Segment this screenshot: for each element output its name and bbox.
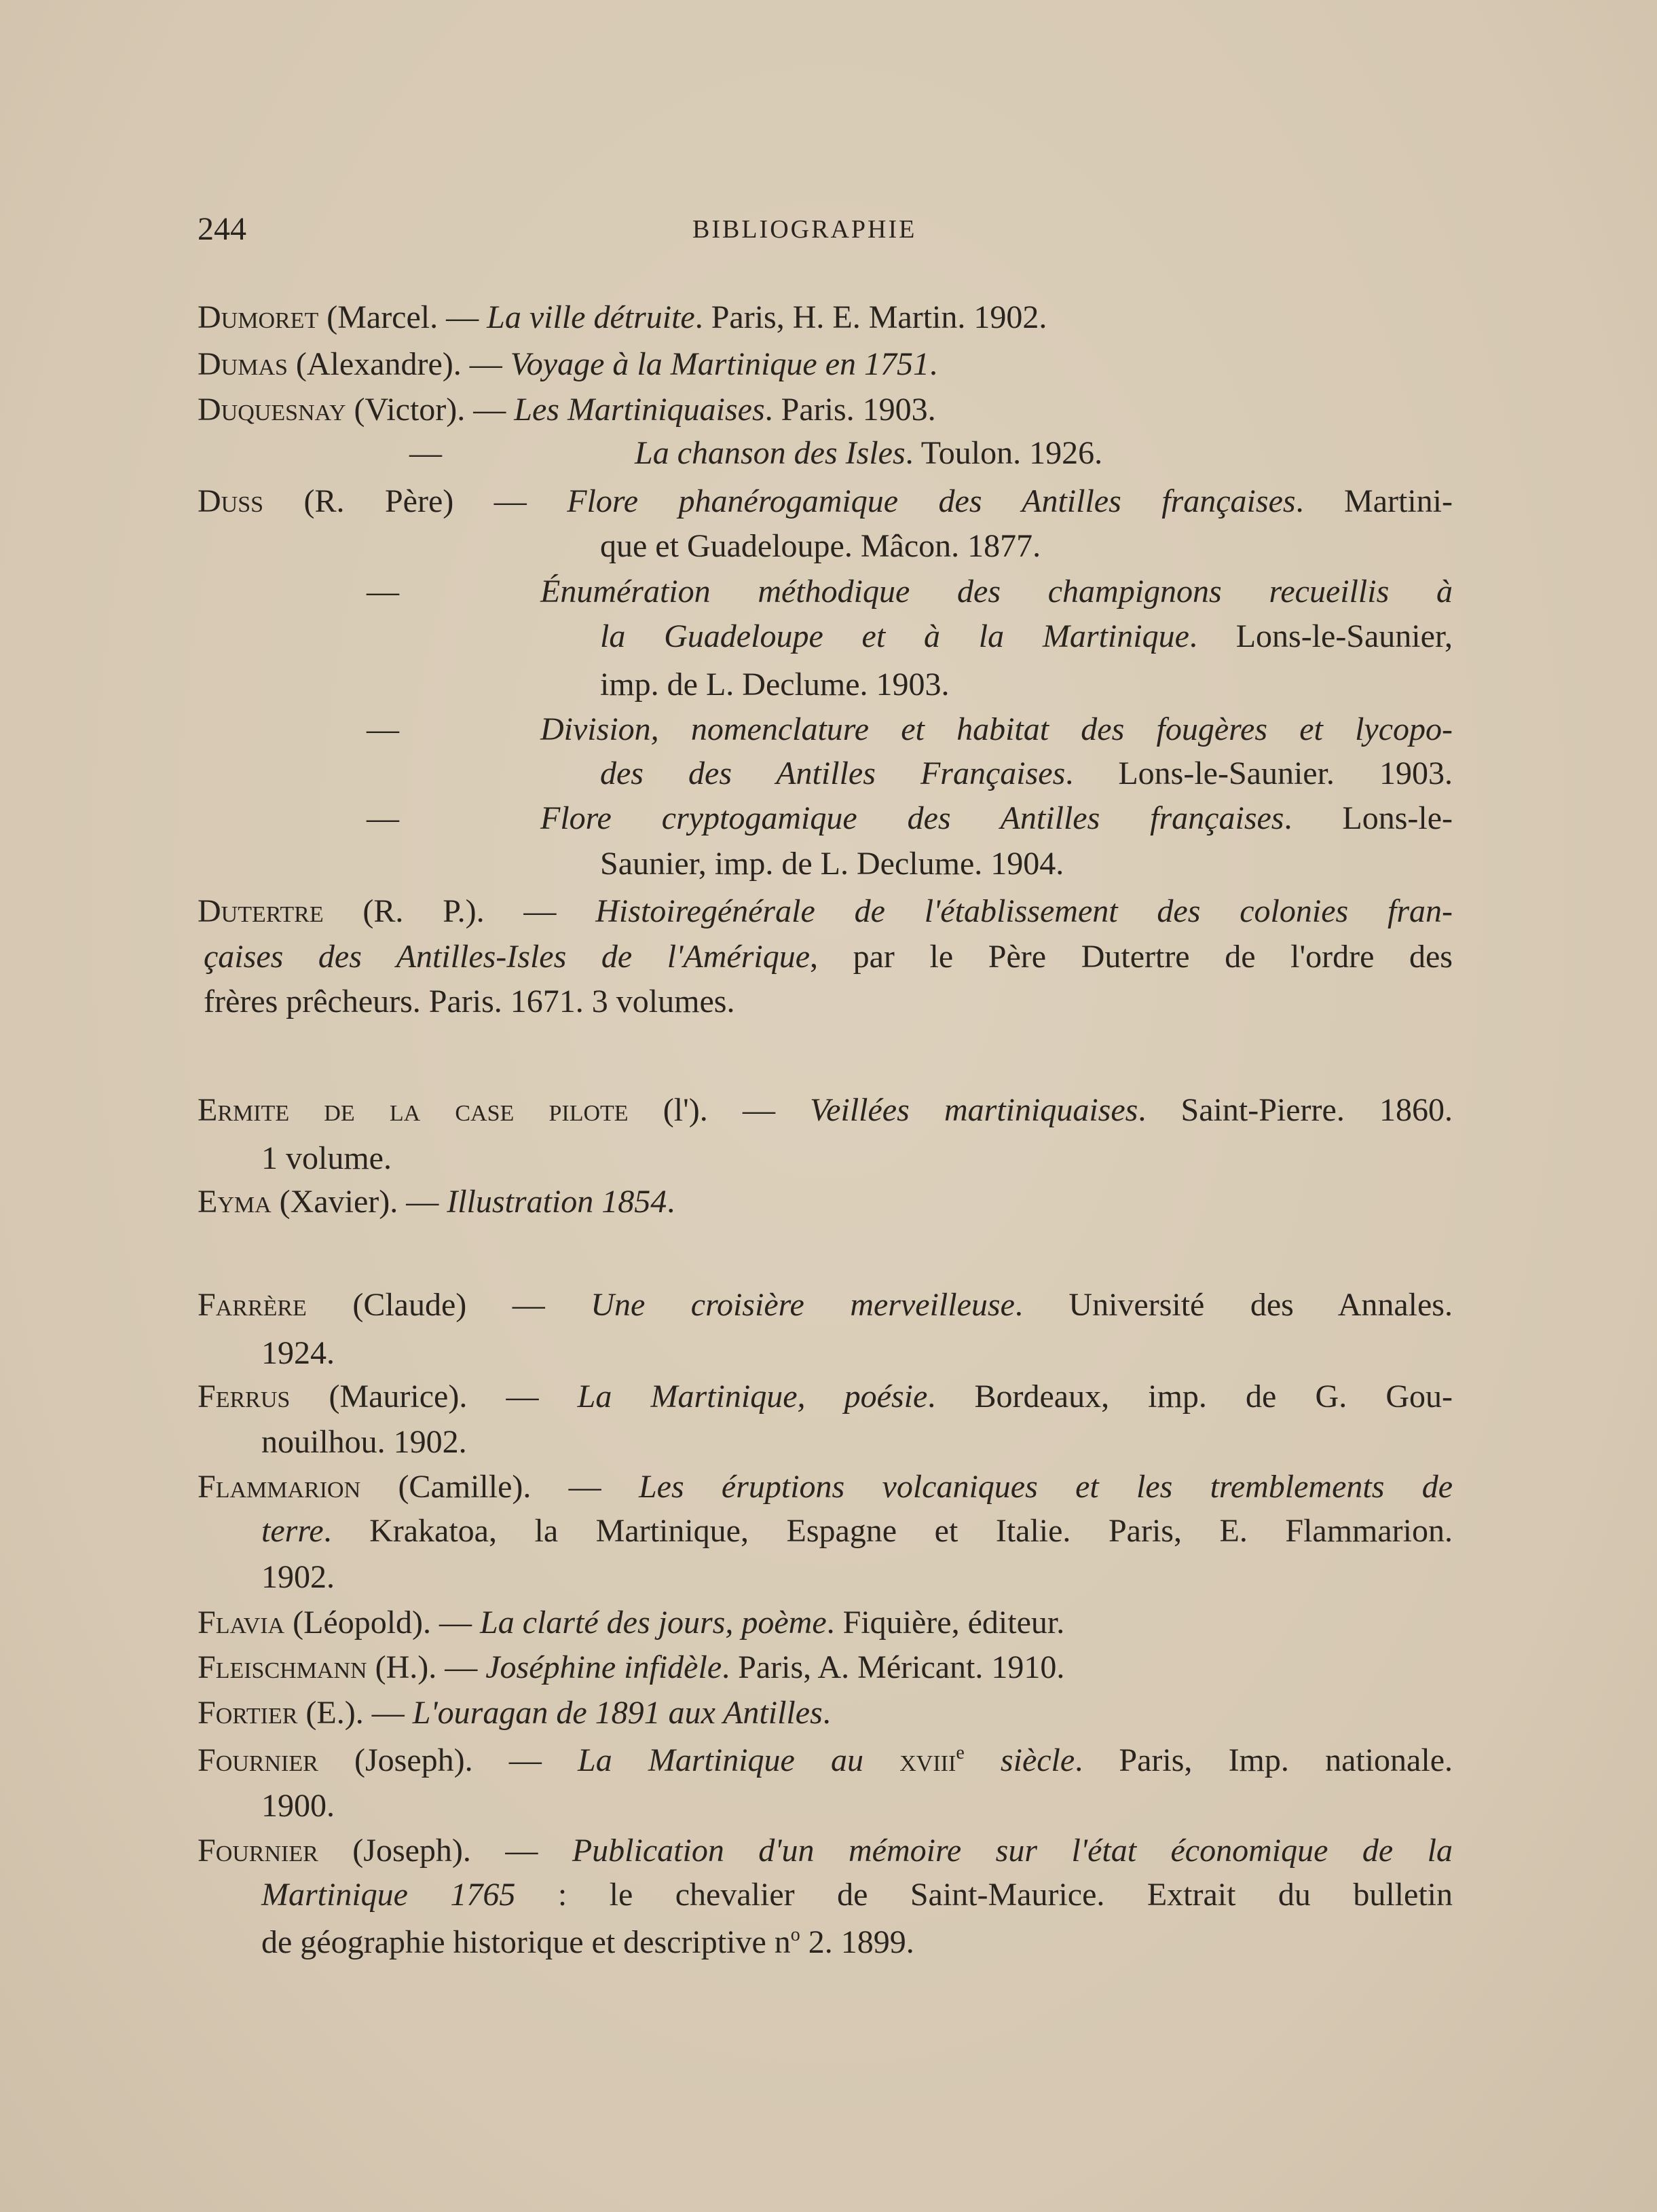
entry-text: .: [929, 346, 938, 382]
work-title: la Guadeloupe et à la Martinique: [600, 618, 1189, 654]
bibliography-line: [198, 1602, 1064, 1643]
work-title: Les Martiniquaises: [514, 392, 765, 428]
entry-text: . Lons-le-: [1284, 800, 1453, 836]
superscript: o: [790, 1924, 800, 1945]
bibliography-line: [198, 1740, 1453, 1781]
bibliography-line: [540, 709, 1453, 750]
entry-text: (Léopold). —: [284, 1605, 481, 1641]
entry-text: . Martini-: [1295, 483, 1453, 519]
bibliography-line: [261, 1922, 914, 1963]
entry-text: (Camille). —: [360, 1469, 639, 1505]
author-name: Ermite de la case pilote: [198, 1092, 629, 1128]
author-name: Dumoret: [198, 299, 319, 335]
entry-text: 1900.: [261, 1788, 335, 1824]
bibliography-line: [204, 937, 1453, 977]
entry-text: . Paris, A. Méricant. 1910.: [722, 1649, 1065, 1685]
entry-text: 2. 1899.: [800, 1924, 914, 1960]
bibliography-line: [198, 1376, 1453, 1417]
entry-text: .: [667, 1184, 675, 1220]
ditto-dash: —: [367, 800, 399, 836]
entry-text: . Toulon. 1926.: [905, 435, 1103, 471]
bibliography-line: [198, 1285, 1453, 1326]
author-name: Eyma: [198, 1184, 272, 1220]
bibliography-line: [600, 616, 1453, 657]
author-name: Fournier: [198, 1833, 318, 1869]
entry-text: (R. Père) —: [263, 483, 567, 519]
bibliography-line: [600, 664, 950, 705]
entry-text: 1924.: [261, 1335, 335, 1371]
bibliography-line: [198, 481, 1453, 522]
work-title: Martinique 1765: [261, 1877, 516, 1913]
entry-text: de géographie historique et descriptive n: [261, 1924, 791, 1960]
bibliography-line: [600, 753, 1453, 794]
work-title: Publication d'un mémoire sur l'état économique de la: [572, 1833, 1453, 1869]
author-name: Ferrus: [198, 1379, 291, 1414]
work-title: Veillées martiniquaises: [810, 1092, 1138, 1128]
entry-text: . Lons-le-Saunier. 1903.: [1065, 755, 1453, 791]
work-title: Voyage à la Martinique en 1751: [510, 346, 930, 382]
entry-text: . Fiquière, éditeur.: [826, 1605, 1065, 1641]
author-name: Fournier: [198, 1742, 318, 1778]
bibliography-line: [540, 798, 1453, 839]
work-title: Énumération méthodique des champignons recueillis à: [540, 574, 1453, 610]
work-title: L'ouragan de 1891 aux Antilles: [412, 1695, 823, 1731]
entry-text: .: [822, 1695, 831, 1731]
work-title: des des Antilles Françaises: [600, 755, 1066, 791]
bibliography-line: [261, 1557, 335, 1598]
entry-text: 1902.: [261, 1559, 335, 1595]
ditto-dash: —: [367, 574, 399, 610]
entry-text: (H.). —: [367, 1649, 486, 1685]
author-name: Duquesnay: [198, 392, 346, 428]
work-title: çaises des Antilles-Isles de l'Amérique: [204, 939, 811, 975]
running-title: BIBLIOGRAPHIE: [692, 215, 917, 244]
entry-text: : le chevalier de Saint-Maurice. Extrait du bulletin: [515, 1877, 1453, 1913]
author-name: Dutertre: [198, 893, 324, 929]
entry-text: . Bordeaux, imp. de G. Gou-: [927, 1379, 1453, 1414]
bibliography-line: [198, 1831, 1453, 1871]
bibliography-line: [204, 981, 734, 1022]
entry-text: (Victor). —: [346, 392, 515, 428]
work-title: La clarté des jours, poème: [480, 1605, 827, 1641]
work-title: La chanson des Isles: [635, 435, 906, 471]
bibliography-line: [261, 1138, 392, 1179]
entry-text: (Alexandre). —: [287, 346, 510, 382]
entry-text: . Lons-le-Saunier,: [1189, 618, 1453, 654]
page-number: 244: [198, 211, 246, 247]
work-title: terre: [261, 1513, 324, 1549]
bibliography-line: [198, 1647, 1064, 1688]
bibliography-line: [261, 1786, 335, 1826]
entry-text: (l'). —: [628, 1092, 811, 1128]
entry-text: . Saint-Pierre. 1860.: [1138, 1092, 1453, 1128]
bibliography-line: [198, 1467, 1453, 1507]
bibliography-line: [261, 1875, 1453, 1915]
entry-text: . Paris. 1903.: [764, 392, 936, 428]
bibliography-line: [198, 344, 937, 385]
entry-text: (Xavier). —: [271, 1184, 447, 1220]
entry-text: Saunier, imp. de L. Declume. 1904.: [600, 846, 1064, 882]
author-name: Flammarion: [198, 1469, 361, 1505]
work-title: Les éruptions volcaniques et les tremblements de: [638, 1469, 1453, 1505]
bibliography-line: [540, 571, 1453, 612]
entry-text: . Paris, Imp. nationale.: [1075, 1742, 1453, 1778]
work-title: Histoiregénérale de l'établissement des colonies fran-: [595, 893, 1453, 929]
entry-text: . Paris, H. E. Martin. 1902.: [694, 299, 1047, 335]
entry-text: . Université des Annales.: [1014, 1287, 1453, 1323]
bibliography-line: [600, 526, 1041, 567]
entry-text: imp. de L. Declume. 1903.: [600, 667, 950, 702]
bibliography-line: [198, 1693, 831, 1733]
author-name: xviii: [899, 1742, 956, 1778]
bibliography-line: [198, 297, 1047, 338]
author-name: Farrère: [198, 1287, 307, 1323]
work-title: La Martinique, poésie: [577, 1379, 928, 1414]
entry-text: (Marcel. —: [318, 299, 487, 335]
bibliography-line: [600, 844, 1064, 884]
work-title: Joséphine infidèle: [485, 1649, 722, 1685]
entry-text: (Joseph). —: [318, 1742, 578, 1778]
bibliography-line: [198, 891, 1453, 932]
work-title: Flore cryptogamique des Antilles françaises: [540, 800, 1284, 836]
author-name: Fortier: [198, 1695, 298, 1731]
bibliography-line: [198, 390, 936, 430]
work-title: Illustration 1854: [447, 1184, 667, 1220]
bibliography-line: [198, 1090, 1453, 1131]
entry-text: , par le Père Dutertre de l'ordre des: [810, 939, 1453, 975]
bibliography-line: [261, 1333, 335, 1374]
entry-text: nouilhou. 1902.: [261, 1424, 467, 1460]
entry-text: (Claude) —: [306, 1287, 591, 1323]
entry-text: 1 volume.: [261, 1140, 392, 1176]
bibliography-line: [261, 1511, 1453, 1552]
bibliography-line: [198, 1182, 675, 1222]
author-name: Duss: [198, 483, 264, 519]
entry-text: . Krakatoa, la Martinique, Espagne et Italie. Paris, E. Flammarion.: [323, 1513, 1453, 1549]
work-title: La Martinique au: [578, 1742, 900, 1778]
work-title: Division, nomenclature et habitat des fougères et lycopo-: [540, 711, 1453, 747]
superscript: e: [956, 1742, 965, 1763]
ditto-dash: —: [367, 711, 399, 747]
author-name: Fleischmann: [198, 1649, 367, 1685]
author-name: Flavia: [198, 1605, 285, 1641]
work-title: La ville détruite: [487, 299, 695, 335]
work-title: siècle: [964, 1742, 1075, 1778]
entry-text: (R. P.). —: [323, 893, 596, 929]
entry-text: (E.). —: [297, 1695, 413, 1731]
entry-text: (Joseph). —: [318, 1833, 572, 1869]
work-title: Une croisière merveilleuse: [591, 1287, 1015, 1323]
entry-text: que et Guadeloupe. Mâcon. 1877.: [600, 528, 1041, 564]
ditto-dash: —: [409, 435, 442, 471]
entry-text: frères prêcheurs. Paris. 1671. 3 volumes.: [204, 983, 735, 1019]
work-title: Flore phanérogamique des Antilles françaises: [567, 483, 1296, 519]
author-name: Dumas: [198, 346, 288, 382]
entry-text: (Maurice). —: [290, 1379, 578, 1414]
bibliography-line: [261, 1422, 467, 1463]
bibliography-line: [635, 433, 1102, 474]
